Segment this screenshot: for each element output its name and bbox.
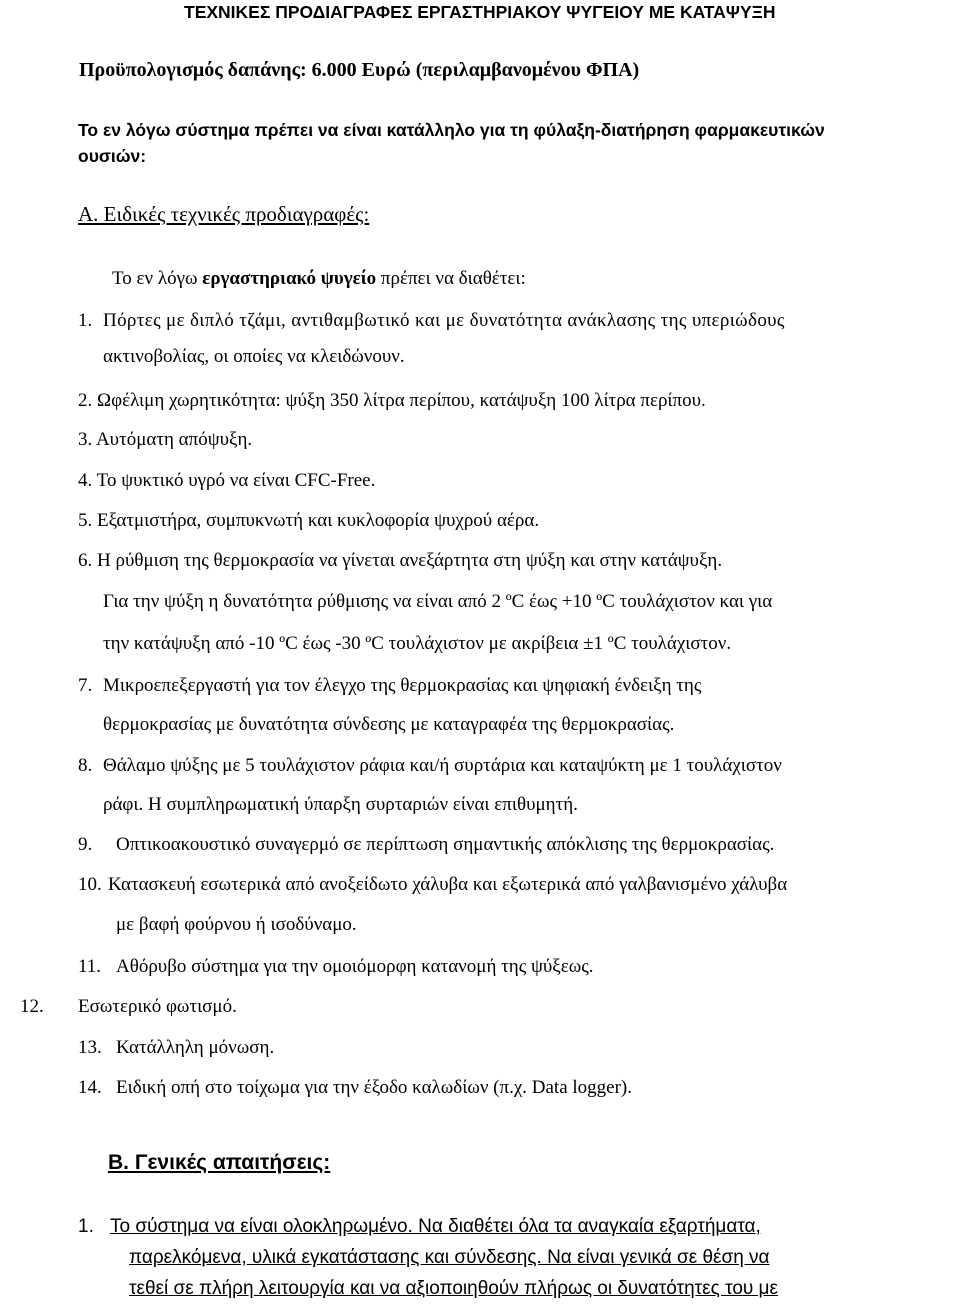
section-b-item-1-line-3: τεθεί σε πλήρη λειτουργία και να αξιοποιηθούν πλήρως οι δυνατότητες του με: [129, 1278, 778, 1299]
item-8-line-2: ράφι. Η συμπληρωματική ύπαρξη συρταριών είναι επιθυμητή.: [103, 794, 578, 815]
item-9-text: Οπτικοακουστικό συναγερμό σε περίπτωση σημαντικής απόκλισης της θερμοκρασίας.: [116, 834, 775, 855]
item-1-line-2: ακτινοβολίας, οι οποίες να κλειδώνουν.: [103, 346, 405, 367]
section-a-heading: Α. Ειδικές τεχνικές προδιαγραφές:: [78, 202, 370, 226]
item-5: [78, 510, 539, 532]
item-5-text: Εξατμιστήρα, συμπυκνωτή και κυκλοφορία ψυχρού αέρα.: [97, 510, 540, 531]
item-4-number: 4.: [78, 470, 93, 491]
item-11-text: Αθόρυβο σύστημα για την ομοιόμορφη κατανομή της ψύξεως.: [116, 956, 594, 977]
item-2-text: Ωφέλιμη χωρητικότητα: ψύξη 350 λίτρα περίπου, κατάψυξη 100 λίτρα περίπου.: [97, 390, 706, 411]
item-8-line-1: Θάλαμο ψύξης με 5 τουλάχιστον ράφια και/ή συρτάρια και καταψύκτη με 1 τουλάχιστον: [103, 755, 782, 776]
item-7-line-2: θερμοκρασίας με δυνατότητα σύνδεσης με καταγραφέα της θερμοκρασίας.: [103, 714, 675, 735]
item-10-line-2: με βαφή φούρνου ή ισοδύναμο.: [116, 914, 357, 935]
section-b-item-1-line-1: Το σύστημα να είναι ολοκληρωμένο. Να διαθέτει όλα τα αναγκαία εξαρτήματα,: [110, 1216, 761, 1237]
item-9-number: 9.: [78, 834, 93, 855]
item-14-number: 14.: [78, 1077, 102, 1098]
item-6-line-2: Για την ψύξη η δυνατότητα ρύθμισης να είναι από 2 ºC έως +10 ºC τουλάχιστον και για: [103, 591, 773, 612]
item-7-number: 7.: [78, 675, 93, 696]
intro-text-bold: εργαστηριακό ψυγείο: [202, 268, 377, 289]
purpose-line-2: ουσιών:: [78, 146, 147, 166]
item-6-number: 6.: [78, 550, 93, 571]
item-4: [78, 470, 375, 492]
section-b-item-1-line-2: παρελκόμενα, υλικά εγκατάστασης και σύνδεσης. Να είναι γενικά σε θέση να: [129, 1247, 770, 1268]
item-7-line-1: Μικροεπεξεργαστή για τον έλεγχο της θερμοκρασίας και ψηφιακή ένδειξη της: [103, 675, 702, 696]
section-b-heading: Β. Γενικές απαιτήσεις:: [108, 1151, 331, 1174]
item-12-number: 12.: [20, 996, 44, 1017]
item-1-number: 1.: [78, 310, 93, 331]
section-a-intro: [112, 268, 526, 290]
item-11-number: 11.: [78, 956, 102, 977]
item-6-first-line: [78, 550, 722, 572]
item-13-number: 13.: [78, 1037, 102, 1058]
item-5-number: 5.: [78, 510, 93, 531]
item-2: [78, 390, 706, 412]
purpose-line-1: Το εν λόγω σύστημα πρέπει να είναι κατάλληλο για τη φύλαξη-διατήρηση φαρμακευτικών: [78, 120, 825, 140]
item-14-text: Ειδική οπή στο τοίχωμα για την έξοδο καλωδίων (π.χ. Data logger).: [116, 1077, 633, 1098]
item-3-number: 3.: [78, 429, 93, 450]
section-b-item-1-number: 1.: [78, 1216, 94, 1237]
item-8-number: 8.: [78, 755, 93, 776]
budget-line: Προϋπολογισμός δαπάνης: 6.000 Ευρώ (περιλαμβανομένου ΦΠΑ): [79, 59, 640, 81]
item-10-number: 10.: [78, 874, 102, 895]
item-10-line-1: Κατασκευή εσωτερικά από ανοξείδωτο χάλυβα και εξωτερικά από γαλβανισμένο χάλυβα: [108, 874, 788, 895]
item-3-text: Αυτόματη απόψυξη.: [95, 429, 253, 450]
item-6-line-1: Η ρύθμιση της θερμοκρασία να γίνεται ανεξάρτητα στη ψύξη και στην κατάψυξη.: [97, 550, 723, 571]
item-2-number: 2.: [78, 390, 93, 411]
item-1-line-1: Πόρτες με διπλό τζάμι, αντιθαμβωτικό και με δυνατότητα ανάκλασης της υπεριώδους: [103, 310, 785, 331]
item-3: [78, 429, 252, 451]
item-12-text: Εσωτερικό φωτισμό.: [78, 996, 237, 1017]
item-4-text: Το ψυκτικό υγρό να είναι CFC-Free.: [96, 470, 376, 491]
intro-text-end: πρέπει να διαθέτει:: [376, 268, 526, 289]
intro-text-start: Το εν λόγω: [112, 268, 203, 289]
item-6-line-3: την κατάψυξη από -10 ºC έως -30 ºC τουλάχιστον με ακρίβεια ±1 ºC τουλάχιστον.: [103, 633, 732, 654]
page-title: ΤΕΧΝΙΚΕΣ ΠΡΟΔΙΑΓΡΑΦΕΣ ΕΡΓΑΣΤΗΡΙΑΚΟΥ ΨΥΓΕΙΟΥ ΜΕ ΚΑΤΑΨΥΞΗ: [184, 2, 776, 22]
item-13-text: Κατάλληλη μόνωση.: [116, 1037, 275, 1058]
